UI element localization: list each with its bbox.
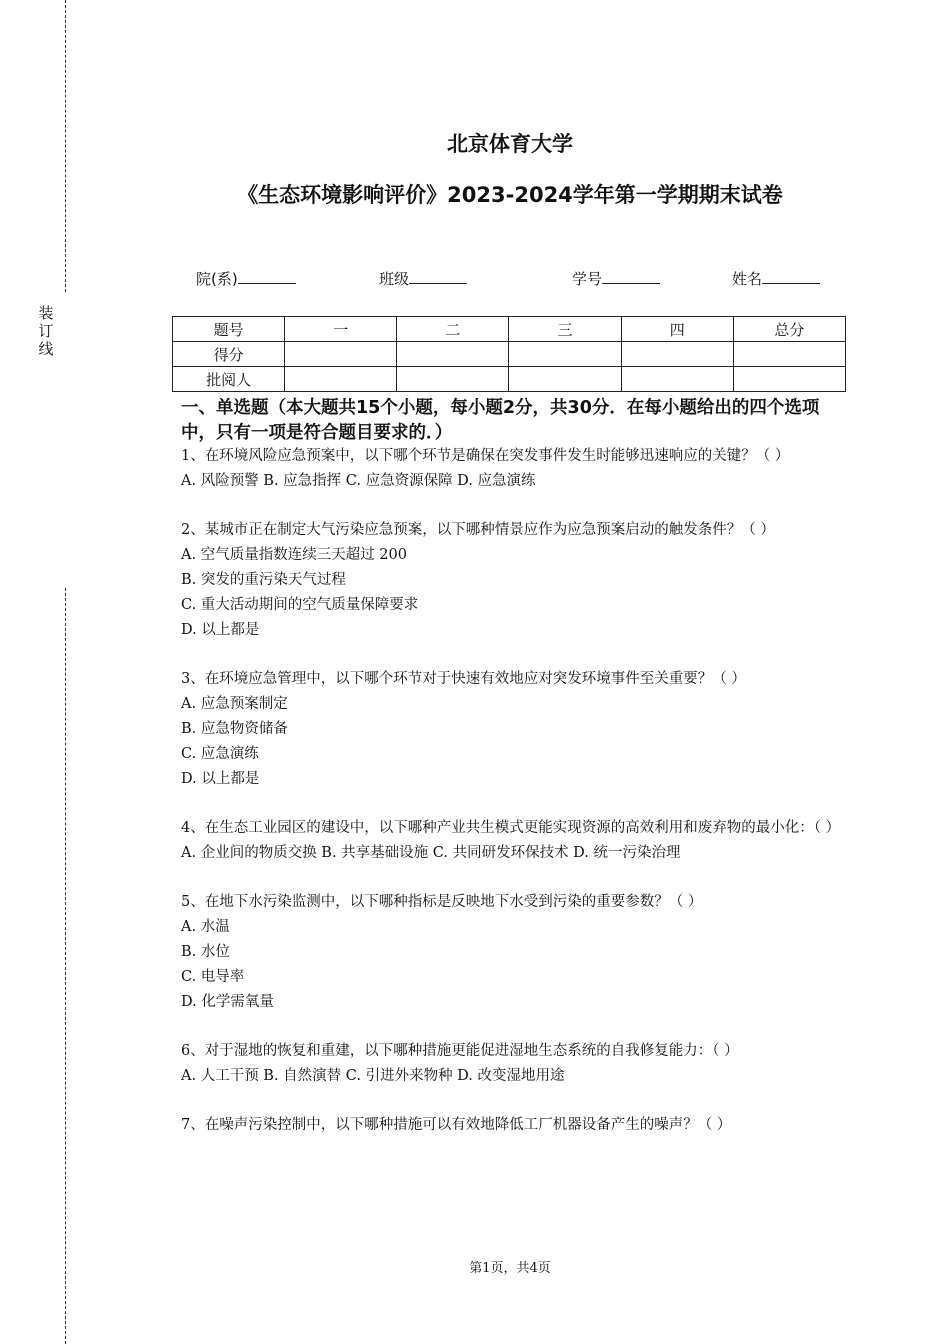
question-option: B. 突发的重污染天气过程 — [181, 572, 346, 588]
question-option: C. 电导率 — [181, 969, 245, 985]
score-cell[interactable] — [509, 342, 621, 367]
binding-char: 装 — [38, 304, 54, 322]
binding-char: 线 — [38, 340, 54, 358]
question-option: D. 以上都是 — [181, 622, 260, 638]
header-cell: 四 — [621, 317, 733, 342]
question-option: B. 水位 — [181, 944, 230, 960]
binding-char: 订 — [38, 322, 54, 340]
name-label: 姓名 — [732, 270, 763, 288]
row-label: 批阅人 — [173, 367, 285, 392]
question-stem: 1、在环境风险应急预案中，以下哪个环节是确保在突发事件发生时能够迅速响应的关键？（ ） — [181, 448, 790, 464]
class-field — [379, 268, 467, 289]
question-options: A. 风险预警 B. 应急指挥 C. 应急资源保障 D. 应急演练 — [181, 473, 536, 489]
question-list — [181, 444, 841, 1138]
question-stem: 4、在生态工业园区的建设中，以下哪种产业共生模式更能实现资源的高效利用和废弃物的最小化：（ ） — [181, 820, 841, 836]
name-blank[interactable] — [762, 269, 820, 284]
question-option: D. 化学需氧量 — [181, 994, 274, 1010]
question-stem: 6、对于湿地的恢复和重建，以下哪种措施更能促进湿地生态系统的自我修复能力：（ ） — [181, 1043, 739, 1059]
grader-row — [173, 367, 846, 392]
binding-label — [36, 304, 56, 358]
score-table — [172, 316, 846, 392]
school-name: 北京体育大学 — [447, 132, 573, 156]
question-stem: 7、在噪声污染控制中，以下哪种措施可以有效地降低工厂机器设备产生的噪声？（ ） — [181, 1117, 732, 1133]
name-field — [732, 268, 820, 289]
question-option: D. 以上都是 — [181, 771, 260, 787]
score-table-header — [173, 317, 846, 342]
department-blank[interactable] — [238, 269, 296, 284]
question-option: A. 应急预案制定 — [181, 696, 288, 712]
row-label: 得分 — [173, 342, 285, 367]
page-footer: 第1页，共4页 — [469, 1261, 551, 1276]
student-id-blank[interactable] — [602, 269, 660, 284]
department-label: 院(系) — [196, 270, 238, 288]
question-option: C. 应急演练 — [181, 746, 259, 762]
grader-cell[interactable] — [397, 367, 509, 392]
question-options: A. 企业间的物质交换 B. 共享基础设施 C. 共同研发环保技术 D. 统一污染治理 — [181, 845, 681, 861]
department-field — [196, 268, 296, 289]
section-title: 一、单选题（本大题共15个小题，每小题2分，共30分．在每小题给出的四个选项中，只有一项是符合题目要求的．） — [181, 398, 820, 443]
score-cell[interactable] — [285, 342, 397, 367]
class-blank[interactable] — [409, 269, 467, 284]
grader-cell[interactable] — [285, 367, 397, 392]
question-options: A. 人工干预 B. 自然演替 C. 引进外来物种 D. 改变湿地用途 — [181, 1068, 565, 1084]
grader-cell[interactable] — [621, 367, 733, 392]
binding-dashed-line-bottom — [65, 588, 66, 1344]
header-cell: 题号 — [173, 317, 285, 342]
grader-cell[interactable] — [733, 367, 845, 392]
question-stem: 2、某城市正在制定大气污染应急预案，以下哪种情景应作为应急预案启动的触发条件？（ ） — [181, 522, 775, 538]
score-cell[interactable] — [397, 342, 509, 367]
score-cell[interactable] — [621, 342, 733, 367]
score-cell[interactable] — [733, 342, 845, 367]
question-stem: 3、在环境应急管理中，以下哪个环节对于快速有效地应对突发环境事件至关重要？（ ） — [181, 671, 746, 687]
score-row — [173, 342, 846, 367]
question-option: B. 应急物资储备 — [181, 721, 288, 737]
class-label: 班级 — [379, 270, 410, 288]
question-option: A. 水温 — [181, 919, 230, 935]
exam-title: 《生态环境影响评价》2023-2024学年第一学期期末试卷 — [237, 183, 783, 207]
header-cell: 一 — [285, 317, 397, 342]
header-cell: 三 — [509, 317, 621, 342]
header-cell: 二 — [397, 317, 509, 342]
student-id-field — [572, 268, 660, 289]
student-id-label: 学号 — [572, 270, 603, 288]
question-option: A. 空气质量指数连续三天超过 200 — [181, 547, 407, 563]
grader-cell[interactable] — [509, 367, 621, 392]
question-stem: 5、在地下水污染监测中，以下哪种指标是反映地下水受到污染的重要参数？（ ） — [181, 894, 703, 910]
question-option: C. 重大活动期间的空气质量保障要求 — [181, 597, 419, 613]
header-cell: 总分 — [733, 317, 845, 342]
